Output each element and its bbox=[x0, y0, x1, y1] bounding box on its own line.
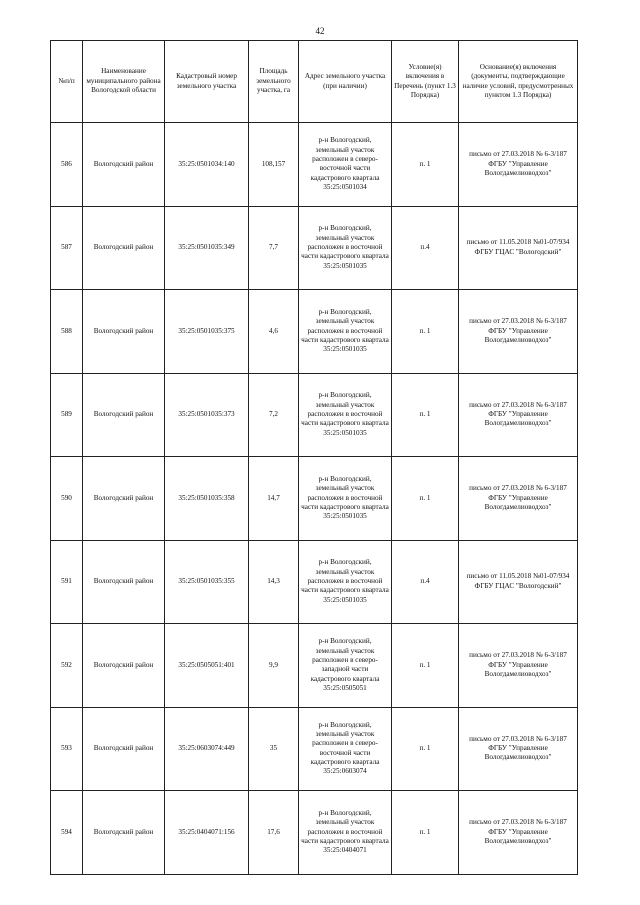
table-row bbox=[51, 123, 578, 207]
row-condition: п. 1 bbox=[392, 123, 459, 207]
row-cadastral: 35:25:0501035:355 bbox=[165, 540, 249, 624]
row-basis: письмо от 27.03.2018 № 6-3/187 ФГБУ "Управление Вологдамелиоводхоз" bbox=[459, 290, 578, 374]
row-address: р-н Вологодский, земельный участок расположен в восточной части кадастрового квартала 35:25:0501035 bbox=[299, 290, 392, 374]
header-cadastral: Кадастровый номер земельного участка bbox=[165, 41, 249, 123]
row-area: 7,7 bbox=[249, 206, 299, 290]
row-cadastral: 35:25:0501035:358 bbox=[165, 457, 249, 541]
row-address: р-н Вологодский, земельный участок расположен в северо-восточной части кадастрового квартала 35:25:0501034 bbox=[299, 123, 392, 207]
row-condition: п. 1 bbox=[392, 290, 459, 374]
row-condition: п. 1 bbox=[392, 791, 459, 875]
row-area: 7,2 bbox=[249, 373, 299, 457]
table-header bbox=[51, 41, 578, 123]
row-condition: п. 1 bbox=[392, 707, 459, 791]
row-cadastral: 35:25:0505051:401 bbox=[165, 624, 249, 708]
table-row bbox=[51, 206, 578, 290]
table-body bbox=[51, 123, 578, 875]
row-area: 14,7 bbox=[249, 457, 299, 541]
land-plots-table bbox=[50, 40, 578, 875]
header-row bbox=[51, 41, 578, 123]
row-cadastral: 35:25:0501035:375 bbox=[165, 290, 249, 374]
row-num: 594 bbox=[51, 791, 83, 875]
row-address: р-н Вологодский, земельный участок расположен в восточной части кадастрового квартала 35:25:0404071 bbox=[299, 791, 392, 875]
row-district: Вологодский район bbox=[83, 373, 165, 457]
row-basis: письмо от 27.03.2018 № 6-3/187 ФГБУ "Управление Вологдамелиоводхоз" bbox=[459, 791, 578, 875]
row-address: р-н Вологодский, земельный участок расположен в восточной части кадастрового квартала 35:25:0501035 bbox=[299, 457, 392, 541]
row-cadastral: 35:25:0501034:140 bbox=[165, 123, 249, 207]
table-row bbox=[51, 290, 578, 374]
row-basis: письмо от 27.03.2018 № 6-3/187 ФГБУ "Управление Вологдамелиоводхоз" bbox=[459, 624, 578, 708]
header-area: Площадь земельного участка, га bbox=[249, 41, 299, 123]
header-address: Адрес земельного участка (при наличии) bbox=[299, 41, 392, 123]
header-condition: Условие(я) включения в Перечень (пункт 1.3 Порядка) bbox=[392, 41, 459, 123]
row-num: 586 bbox=[51, 123, 83, 207]
row-area: 14,3 bbox=[249, 540, 299, 624]
row-district: Вологодский район bbox=[83, 707, 165, 791]
table-row bbox=[51, 707, 578, 791]
row-area: 4,6 bbox=[249, 290, 299, 374]
table-row bbox=[51, 540, 578, 624]
row-condition: п.4 bbox=[392, 206, 459, 290]
row-address: р-н Вологодский, земельный участок расположен в восточной части кадастрового квартала 35:25:0501035 bbox=[299, 373, 392, 457]
row-district: Вологодский район bbox=[83, 206, 165, 290]
header-num: №п/п bbox=[51, 41, 83, 123]
row-district: Вологодский район bbox=[83, 457, 165, 541]
row-num: 592 bbox=[51, 624, 83, 708]
row-condition: п. 1 bbox=[392, 373, 459, 457]
row-basis: письмо от 27.03.2018 № 6-3/187 ФГБУ "Управление Вологдамелиоводхоз" bbox=[459, 373, 578, 457]
row-condition: п.4 bbox=[392, 540, 459, 624]
row-address: р-н Вологодский, земельный участок расположен в северо-восточной части кадастрового квартала 35:25:0603074 bbox=[299, 707, 392, 791]
row-address: р-н Вологодский, земельный участок расположен в восточной части кадастрового квартала 35:25:0501035 bbox=[299, 540, 392, 624]
row-address: р-н Вологодский, земельный участок расположен в восточной части кадастрового квартала 35:25:0501035 bbox=[299, 206, 392, 290]
row-basis: письмо от 11.05.2018 №01-07/934 ФГБУ ГЦАС "Вологодский" bbox=[459, 206, 578, 290]
row-num: 587 bbox=[51, 206, 83, 290]
row-cadastral: 35:25:0501035:349 bbox=[165, 206, 249, 290]
row-condition: п. 1 bbox=[392, 624, 459, 708]
header-basis: Основание(я) включения (документы, подтверждающие наличие условий, предусмотренных пунктом 1.3 Порядка) bbox=[459, 41, 578, 123]
row-num: 590 bbox=[51, 457, 83, 541]
row-basis: письмо от 27.03.2018 № 6-3/187 ФГБУ "Управление Вологдамелиоводхоз" bbox=[459, 707, 578, 791]
row-basis: письмо от 27.03.2018 № 6-3/187 ФГБУ "Управление Вологдамелиоводхоз" bbox=[459, 457, 578, 541]
row-district: Вологодский район bbox=[83, 540, 165, 624]
row-area: 9,9 bbox=[249, 624, 299, 708]
row-address: р-н Вологодский, земельный участок расположен в северо-западной части кадастрового квартала 35:25:0505051 bbox=[299, 624, 392, 708]
table-row bbox=[51, 373, 578, 457]
row-district: Вологодский район bbox=[83, 123, 165, 207]
row-num: 593 bbox=[51, 707, 83, 791]
row-district: Вологодский район bbox=[83, 791, 165, 875]
row-area: 35 bbox=[249, 707, 299, 791]
row-basis: письмо от 27.03.2018 № 6-3/187 ФГБУ "Управление Вологдамелиоводхоз" bbox=[459, 123, 578, 207]
row-cadastral: 35:25:0501035:373 bbox=[165, 373, 249, 457]
table-row bbox=[51, 791, 578, 875]
page-number: 42 bbox=[315, 26, 325, 36]
row-cadastral: 35:25:0603074:449 bbox=[165, 707, 249, 791]
table-row bbox=[51, 624, 578, 708]
row-num: 591 bbox=[51, 540, 83, 624]
row-area: 108,157 bbox=[249, 123, 299, 207]
row-district: Вологодский район bbox=[83, 624, 165, 708]
table-row bbox=[51, 457, 578, 541]
row-cadastral: 35:25:0404071:156 bbox=[165, 791, 249, 875]
row-num: 588 bbox=[51, 290, 83, 374]
row-district: Вологодский район bbox=[83, 290, 165, 374]
row-area: 17,6 bbox=[249, 791, 299, 875]
row-condition: п. 1 bbox=[392, 457, 459, 541]
row-num: 589 bbox=[51, 373, 83, 457]
header-district: Наименование муниципального района Вологодской области bbox=[83, 41, 165, 123]
row-basis: письмо от 11.05.2018 №01-07/934 ФГБУ ГЦАС "Вологодский" bbox=[459, 540, 578, 624]
